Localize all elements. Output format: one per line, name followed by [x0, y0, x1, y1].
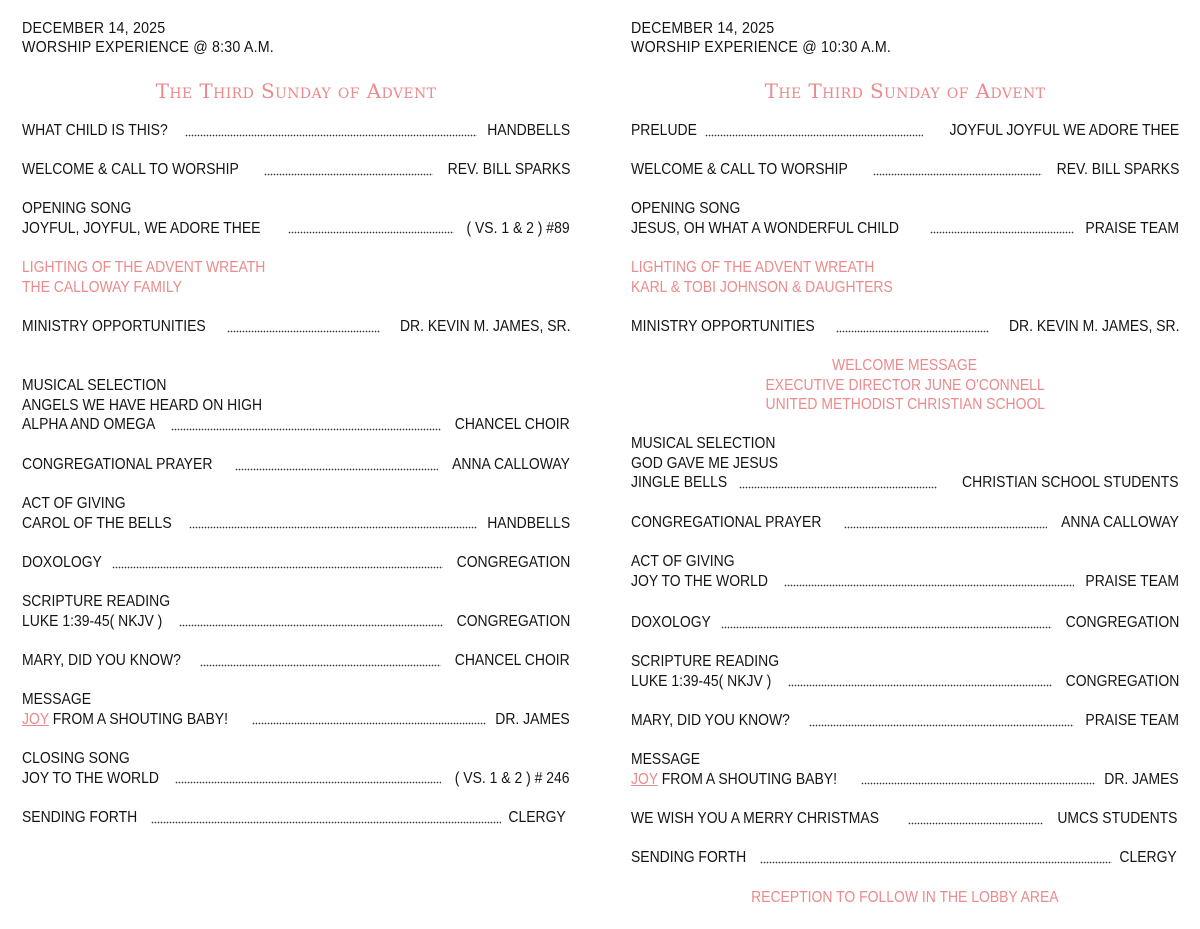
dot-leader [200, 655, 442, 667]
dot-leader [784, 575, 1074, 587]
dot-leader [861, 773, 1095, 785]
entry-musical-selection: MUSICAL SELECTION ANGELS WE HAVE HEARD ON HIGH ALPHA AND OMEGA CHANCEL CHOIR [22, 377, 570, 434]
entry-merry-christmas: WE WISH YOU A MERRY CHRISTMAS UMCS STUDENTS [631, 810, 1177, 827]
entry-advent-wreath: LIGHTING OF THE ADVENT WREATH KARL & TOBI JOHNSON & DAUGHTERS [631, 259, 893, 296]
dot-leader [739, 477, 938, 489]
dot-leader [809, 715, 1074, 727]
entry-prayer: CONGREGATIONAL PRAYER ANNA CALLOWAY [22, 456, 570, 473]
dot-leader [185, 125, 477, 137]
dot-leader [721, 617, 1052, 629]
service-date: DECEMBER 14, 2025 [22, 20, 166, 37]
dot-leader [760, 852, 1112, 864]
entry-message: MESSAGE JOY FROM A SHOUTING BABY! DR. JAMES [22, 691, 570, 728]
dot-leader [705, 125, 923, 137]
entry-mary: MARY, DID YOU KNOW? PRAISE TEAM [631, 712, 1179, 729]
entry-opening-song: OPENING SONG JESUS, OH WHAT A WONDERFUL CHILD PRAISE TEAM [631, 200, 1179, 237]
entry-sending: SENDING FORTH CLERGY [631, 849, 1177, 866]
dot-leader [179, 615, 443, 627]
entry-giving: ACT OF GIVING JOY TO THE WORLD PRAISE TEAM [631, 553, 1179, 590]
entry-welcome: WELCOME & CALL TO WORSHIP REV. BILL SPARKS [631, 161, 1179, 178]
dot-leader [227, 321, 379, 333]
dot-leader [175, 772, 441, 784]
dot-leader [908, 813, 1043, 825]
entry-musical-selection: MUSICAL SELECTION GOD GAVE ME JESUS JINGLE BELLS CHRISTIAN SCHOOL STUDENTS [631, 435, 1179, 492]
dot-leader [288, 222, 454, 234]
entry-welcome-message: WELCOME MESSAGE EXECUTIVE DIRECTOR JUNE O'CONNELL UNITED METHODIST CHRISTIAN SCHOOL [765, 357, 1045, 414]
entry-closing-song: CLOSING SONG JOY TO THE WORLD ( VS. 1 & 2 ) # 246 [22, 750, 570, 787]
program-title: The Third Sunday of Advent [155, 79, 437, 103]
program-header [631, 19, 914, 57]
entry-giving: ACT OF GIVING CAROL OF THE BELLS HANDBELLS [22, 495, 570, 532]
dot-leader [112, 557, 443, 569]
dot-leader [836, 321, 988, 333]
dot-leader [252, 713, 486, 725]
entry-advent-wreath: LIGHTING OF THE ADVENT WREATH THE CALLOWAY FAMILY [22, 259, 266, 296]
entry-scripture: SCRIPTURE READING LUKE 1:39-45( NKJV ) CONGREGATION [22, 593, 570, 630]
program-title: The Third Sunday of Advent [764, 79, 1046, 103]
entry-doxology: DOXOLOGY CONGREGATION [631, 614, 1179, 631]
entry-sending: SENDING FORTH CLERGY [22, 809, 566, 826]
entry-prelude: PRELUDE JOYFUL JOYFUL WE ADORE THEE [631, 122, 1179, 139]
program-header [22, 19, 296, 57]
entry-welcome: WELCOME & CALL TO WORSHIP REV. BILL SPARKS [22, 161, 570, 178]
entry-opening-song: OPENING SONG JOYFUL, JOYFUL, WE ADORE THEE ( VS. 1 & 2 ) #89 [22, 200, 570, 237]
entry-scripture: SCRIPTURE READING LUKE 1:39-45( NKJV ) CONGREGATION [631, 653, 1179, 690]
service-date: DECEMBER 14, 2025 [631, 20, 775, 37]
program-page-10-30 [631, 0, 1179, 929]
entry-mary: MARY, DID YOU KNOW? CHANCEL CHOIR [22, 652, 570, 669]
dot-leader [788, 675, 1052, 687]
dot-leader [930, 222, 1074, 234]
entry-what-child: WHAT CHILD IS THIS? HANDBELLS [22, 122, 570, 139]
entry-reception: RECEPTION TO FOLLOW IN THE LOBBY AREA [751, 889, 1059, 906]
dot-leader [873, 164, 1042, 176]
program-page-8-30 [22, 0, 570, 929]
entry-doxology: DOXOLOGY CONGREGATION [22, 554, 570, 571]
dot-leader [235, 459, 438, 471]
dot-leader [151, 812, 501, 824]
entry-ministry: MINISTRY OPPORTUNITIES DR. KEVIN M. JAMES, SR. [631, 318, 1179, 335]
dot-leader [844, 517, 1047, 529]
entry-ministry: MINISTRY OPPORTUNITIES DR. KEVIN M. JAMES, SR. [22, 318, 570, 335]
service-time: WORSHIP EXPERIENCE @ 10:30 A.M. [631, 39, 892, 56]
entry-message: MESSAGE JOY FROM A SHOUTING BABY! DR. JAMES [631, 751, 1179, 788]
dot-leader [189, 517, 477, 529]
service-time: WORSHIP EXPERIENCE @ 8:30 A.M. [22, 39, 274, 56]
dot-leader [264, 164, 433, 176]
dot-leader [171, 419, 441, 431]
entry-prayer: CONGREGATIONAL PRAYER ANNA CALLOWAY [631, 514, 1179, 531]
